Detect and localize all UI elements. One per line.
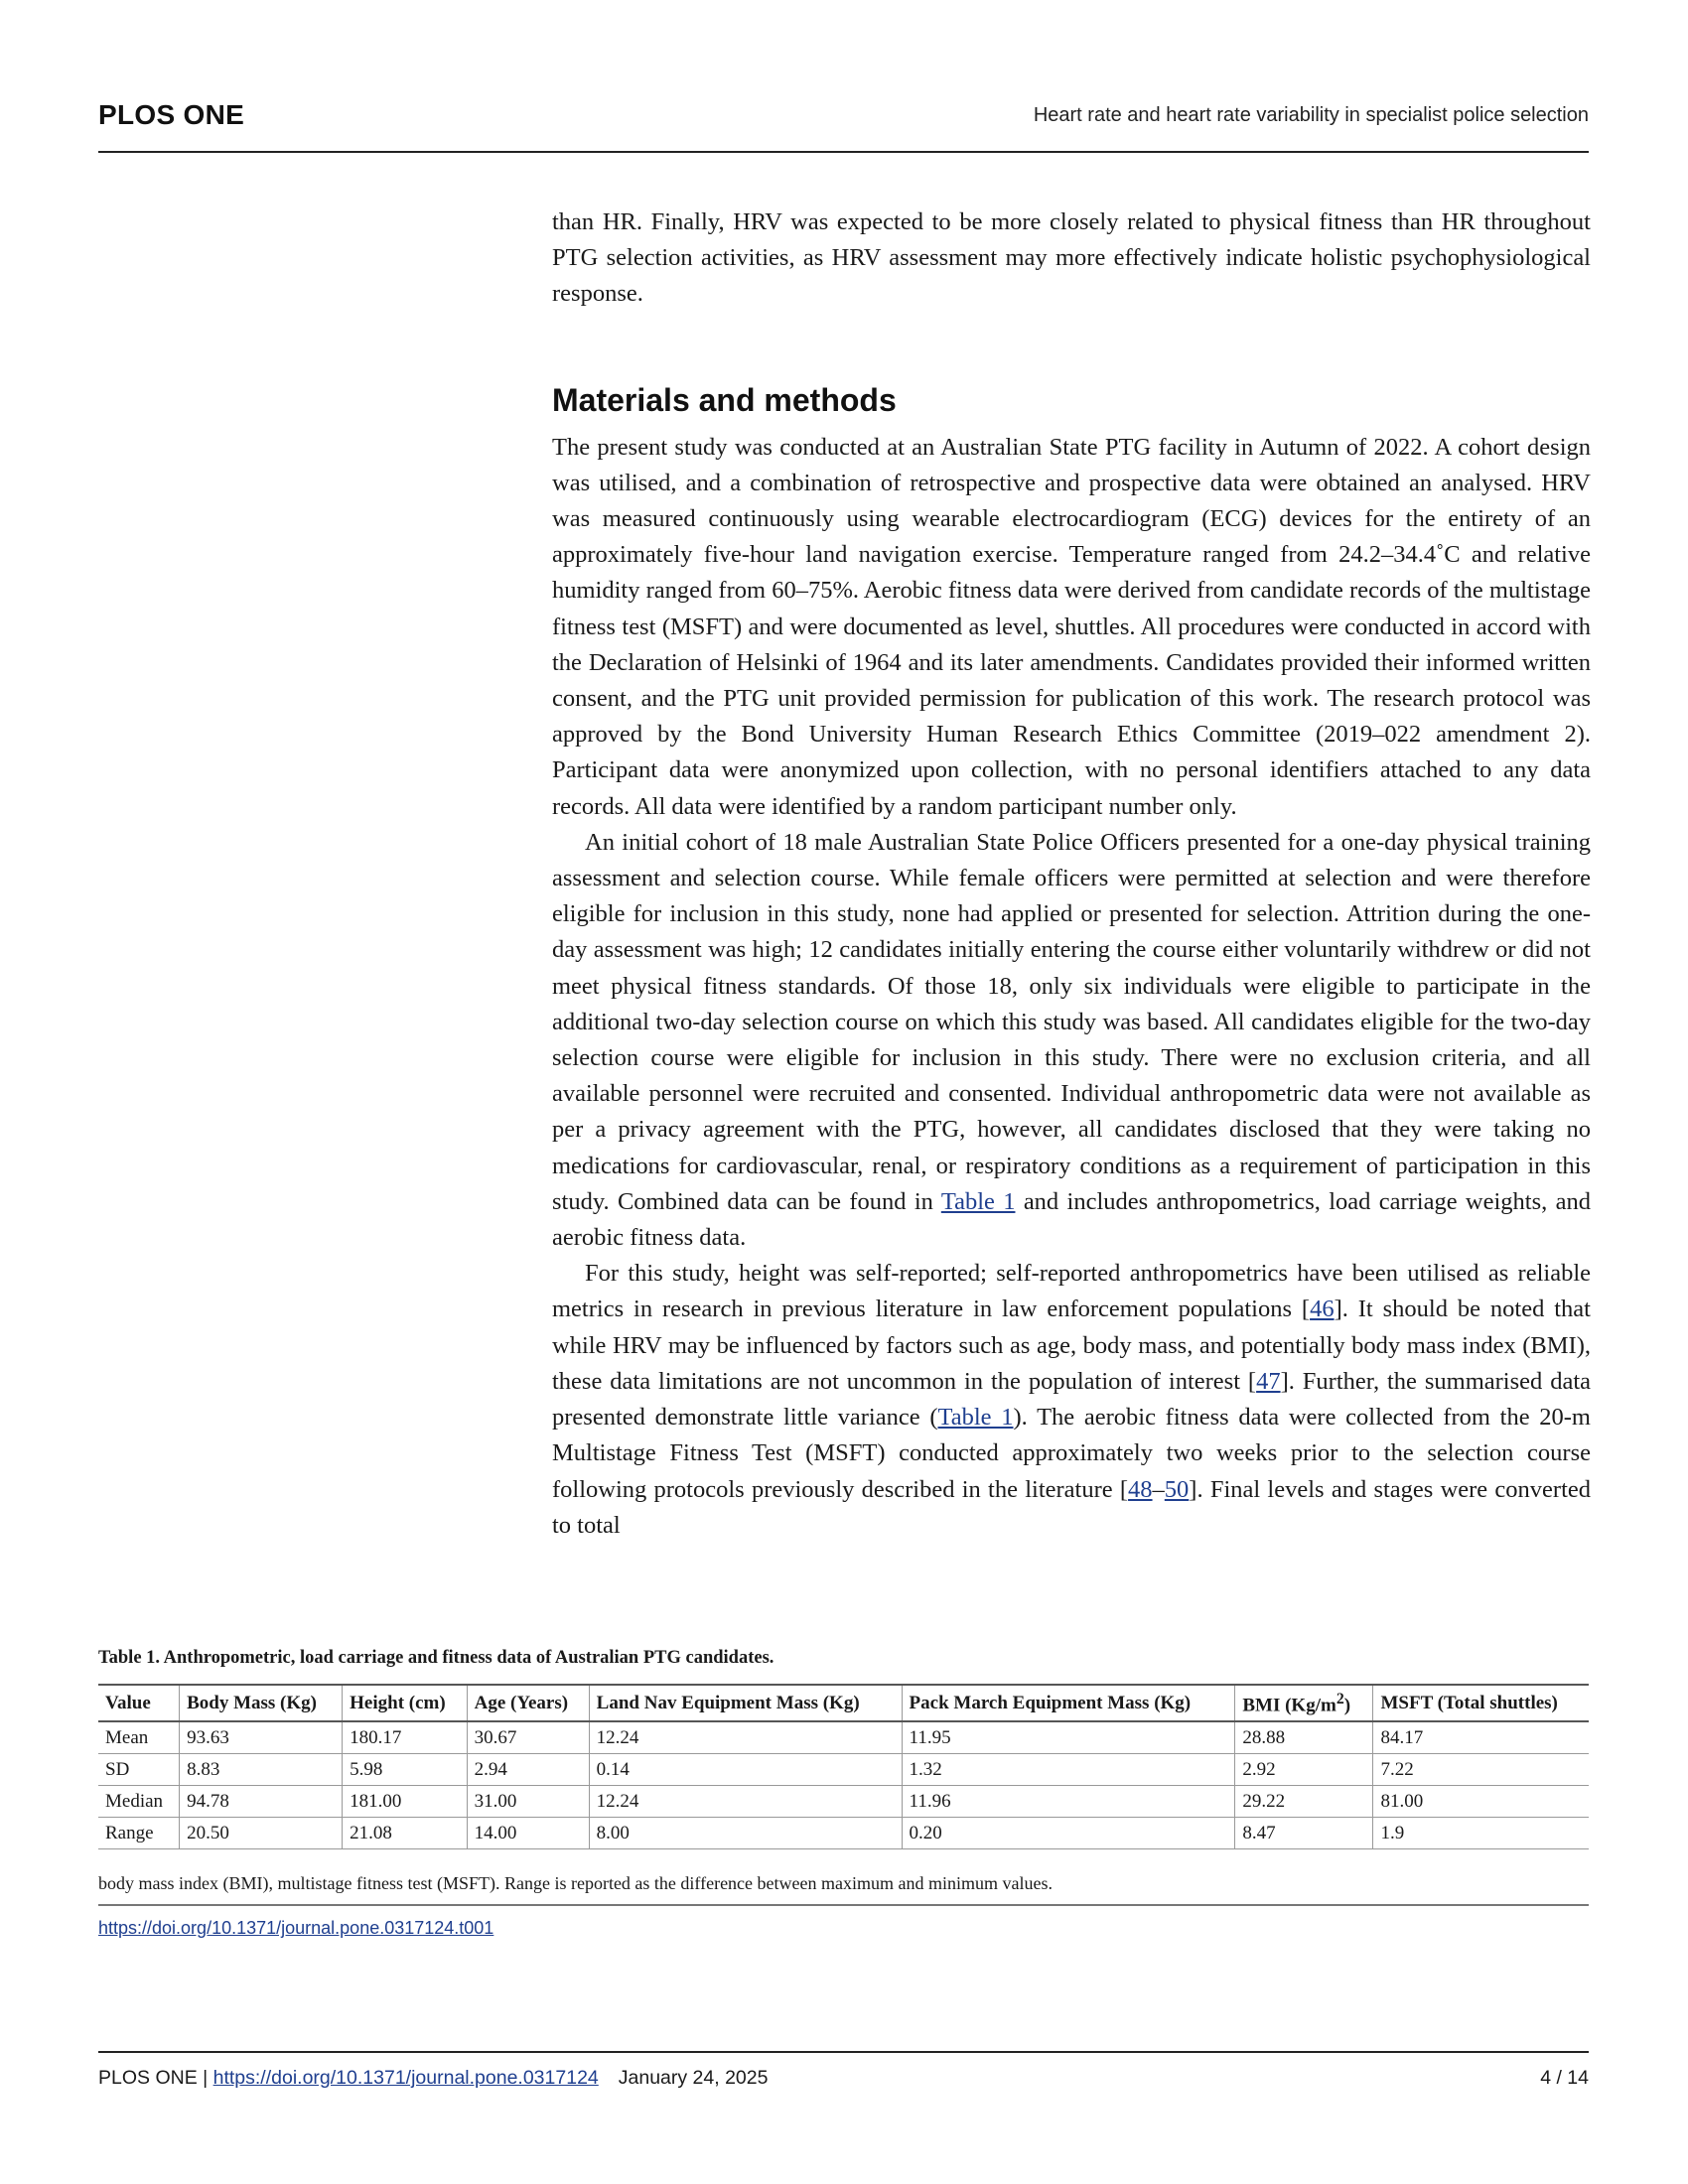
- citation-50-link[interactable]: 50: [1164, 1475, 1190, 1503]
- citation-48-link[interactable]: 48: [1128, 1475, 1153, 1503]
- cell-age: 30.67: [467, 1721, 589, 1754]
- citation-46-link[interactable]: 46: [1310, 1296, 1335, 1323]
- cell-bmi: 2.92: [1235, 1754, 1373, 1786]
- page-footer: [98, 2051, 1589, 2089]
- page-header: [98, 95, 1589, 153]
- table-doi: [98, 1918, 1589, 1939]
- table-row: [98, 1818, 1589, 1849]
- cell-body-mass: 8.83: [180, 1754, 343, 1786]
- header-value: Value: [98, 1685, 180, 1721]
- table-1-block: [98, 1648, 1589, 1939]
- page-number: 4 / 14: [1540, 2067, 1589, 2089]
- cell-height: 21.08: [343, 1818, 467, 1849]
- cell-land-nav-mass: 12.24: [589, 1721, 902, 1754]
- cell-height: 180.17: [343, 1721, 467, 1754]
- paragraph-3-text-e: ]. Final levels and stages were converted to total: [552, 1475, 1591, 1539]
- cell-msft: 7.22: [1373, 1754, 1589, 1786]
- cell-msft: 1.9: [1373, 1818, 1589, 1849]
- cell-pack-march-mass: 1.32: [902, 1754, 1235, 1786]
- table-row: [98, 1754, 1589, 1786]
- paragraph-3-text-b: ]. It should be noted that while HRV may be influenced by factors such as age, body mass, and potentially body mass index (BMI), these data limitations are not uncommon in the population of interest [: [552, 1296, 1591, 1395]
- header-bmi-close: ): [1343, 1695, 1351, 1716]
- cell-body-mass: 20.50: [180, 1818, 343, 1849]
- cell-height: 181.00: [343, 1786, 467, 1818]
- header-pack-march-mass: Pack March Equipment Mass (Kg): [902, 1685, 1235, 1721]
- citation-47-link[interactable]: 47: [1256, 1367, 1281, 1395]
- paragraph-2-text-a: An initial cohort of 18 male Australian State Police Officers presented for a one-day physical training assessment and selection course. While female officers were permitted at selection and were therefore eligible for inclusion in this study, none had applied or presented for selection. Attrition during the one-day assessment was high; 12 candidates initially entering the course either voluntarily withdrew or did not meet physical fitness standards. Of those 18, only six individuals were eligible to participate in the additional two-day selection course on which this study was based. All candidates eligible for the two-day selection course were eligible for inclusion in this study. There were no exclusion criteria, and all available personnel were recruited and consented. Individual anthropometric data were not available as per a privacy agreement with the PTG, however, all candidates disclosed that they were taking no medications for cardiovascular, renal, or respiratory conditions as a requirement of participation in this study. Combined data can be found in: [552, 828, 1591, 1215]
- header-bmi-label: BMI (Kg/m: [1242, 1695, 1336, 1716]
- table-1-link-2[interactable]: Table 1: [937, 1404, 1014, 1432]
- cell-bmi: 29.22: [1235, 1786, 1373, 1818]
- cell-body-mass: 94.78: [180, 1786, 343, 1818]
- table-1-link[interactable]: Table 1: [940, 1187, 1016, 1215]
- cell-height: 5.98: [343, 1754, 467, 1786]
- header-height: Height (cm): [343, 1685, 467, 1721]
- header-bmi: [1235, 1685, 1373, 1721]
- cell-age: 14.00: [467, 1818, 589, 1849]
- paragraph-3-text-c: ]. Further, the summarised data presented demonstrate little variance (: [552, 1367, 1591, 1432]
- cell-land-nav-mass: 12.24: [589, 1786, 902, 1818]
- header-msft: MSFT (Total shuttles): [1373, 1685, 1589, 1721]
- paragraph-intro: than HR. Finally, HRV was expected to be more closely related to physical fitness than HR throughout PTG selection activities, as HRV assessment may more effectively indicate holistic psychophysiological response.: [552, 208, 1591, 308]
- table-header-row: [98, 1685, 1589, 1721]
- footer-doi-link[interactable]: https://doi.org/10.1371/journal.pone.0317124: [212, 2067, 599, 2089]
- citation-range-dash: –: [1152, 1475, 1165, 1503]
- cell-age: 31.00: [467, 1786, 589, 1818]
- header-age: Age (Years): [467, 1685, 589, 1721]
- paragraph-3-text-a: For this study, height was self-reported; self-reported anthropometrics have been utilised as reliable metrics in research in previous literature in law enforcement populations [: [552, 1260, 1591, 1323]
- row-label: SD: [98, 1754, 180, 1786]
- table-row: [98, 1786, 1589, 1818]
- cell-bmi: 28.88: [1235, 1721, 1373, 1754]
- data-table: [98, 1684, 1589, 1849]
- cell-land-nav-mass: 0.14: [589, 1754, 902, 1786]
- table-caption: Table 1. Anthropometric, load carriage and fitness data of Australian PTG candidates.: [98, 1648, 774, 1668]
- running-title: Heart rate and heart rate variability in specialist police selection: [1033, 104, 1589, 126]
- table-footnote: body mass index (BMI), multistage fitness test (MSFT). Range is reported as the difference between maximum and minimum values.: [98, 1873, 1589, 1906]
- header-bmi-superscript: 2: [1336, 1691, 1344, 1707]
- row-label: Range: [98, 1818, 180, 1849]
- footer-separator: |: [197, 2067, 213, 2089]
- paragraph-2-text-b: and includes anthropometrics, load carriage weights, and aerobic fitness data.: [552, 1187, 1591, 1252]
- cell-body-mass: 93.63: [180, 1721, 343, 1754]
- cell-pack-march-mass: 0.20: [902, 1818, 1235, 1849]
- cell-bmi: 8.47: [1235, 1818, 1373, 1849]
- header-body-mass: Body Mass (Kg): [180, 1685, 343, 1721]
- journal-name: PLOS ONE: [98, 99, 245, 130]
- section-heading: Materials and methods: [552, 381, 897, 418]
- paragraph-3: [552, 1256, 1591, 1544]
- cell-age: 2.94: [467, 1754, 589, 1786]
- footer-date: January 24, 2025: [618, 2067, 769, 2089]
- row-label: Median: [98, 1786, 180, 1818]
- cell-pack-march-mass: 11.95: [902, 1721, 1235, 1754]
- footer-citation: [98, 2067, 768, 2090]
- paragraph-3-text-d: ). The aerobic fitness data were collected from the 20-m Multistage Fitness Test (MSFT) conducted approximately two weeks prior to the selection course following protocols previously described in the literature [: [552, 1404, 1591, 1503]
- table-row: [98, 1721, 1589, 1754]
- paragraph-1: The present study was conducted at an Australian State PTG facility in Autumn of 2022. A cohort design was utilised, and a combination of retrospective and prospective data were obtained an analysed. HRV was measured continuously using wearable electrocardiogram (ECG) devices for the entirety of an approximately five-hour land navigation exercise. Temperature ranged from 24.2–34.4˚C and relative humidity ranged from 60–75%. Aerobic fitness data were derived from candidate records of the multistage fitness test (MSFT) and were documented as level, shuttles. All procedures were conducted in accord with the Declaration of Helsinki of 1964 and its later amendments. Candidates provided their informed written consent, and the PTG unit provided permission for publication of this work. The research protocol was approved by the Bond University Human Research Ethics Committee (2019–022 amendment 2). Participant data were anonymized upon collection, with no personal identifiers attached to any data records. All data were identified by a random participant number only.: [552, 433, 1591, 820]
- row-label: Mean: [98, 1721, 180, 1754]
- cell-pack-march-mass: 11.96: [902, 1786, 1235, 1818]
- table-doi-link[interactable]: https://doi.org/10.1371/journal.pone.0317124.t001: [98, 1918, 494, 1939]
- paragraph-2: [552, 825, 1591, 1256]
- footer-journal: PLOS ONE: [98, 2067, 198, 2089]
- cell-land-nav-mass: 8.00: [589, 1818, 902, 1849]
- header-land-nav-mass: Land Nav Equipment Mass (Kg): [589, 1685, 902, 1721]
- cell-msft: 84.17: [1373, 1721, 1589, 1754]
- article-body: [552, 205, 1591, 1544]
- cell-msft: 81.00: [1373, 1786, 1589, 1818]
